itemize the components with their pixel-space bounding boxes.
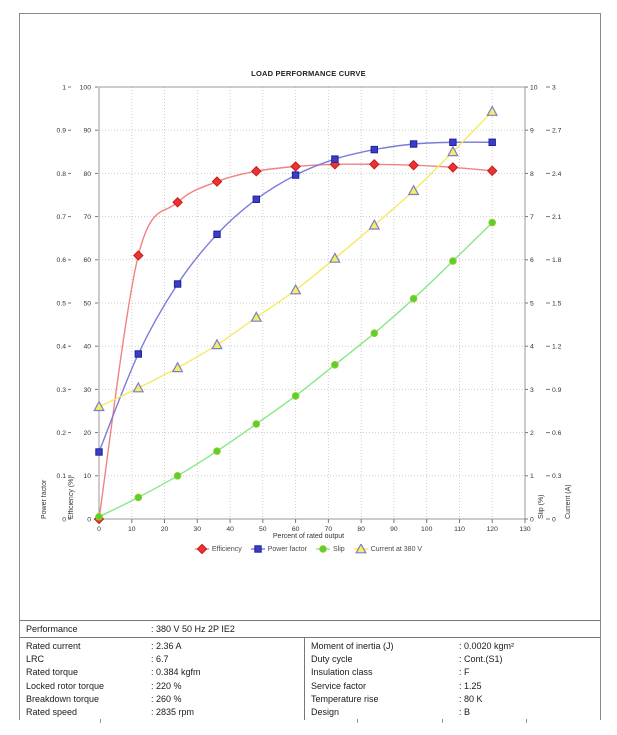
svg-text:2.1: 2.1 [552,214,562,221]
svg-text:110: 110 [454,526,465,533]
row-value: : 2835 rpm [151,706,195,717]
svg-text:10: 10 [128,526,136,533]
row-label: Rated torque [26,667,79,678]
row-value: : Cont.(S1) [459,654,503,665]
svg-text:70: 70 [83,214,91,221]
svg-text:90: 90 [390,526,398,533]
svg-text:20: 20 [160,526,169,533]
svg-text:1.8: 1.8 [552,257,562,265]
table-row [305,640,600,653]
table-right-column [304,638,600,720]
svg-text:10: 10 [83,473,91,481]
row-label: Insulation class [311,667,373,678]
svg-text:60: 60 [83,257,91,265]
table-left-column [20,638,304,720]
svg-text:50: 50 [259,526,267,533]
svg-text:0.8: 0.8 [56,170,66,178]
slip-circle-icon [316,544,330,554]
svg-text:80: 80 [357,526,365,533]
power-factor-square-icon [251,544,265,554]
row-label: Rated current [26,641,81,651]
table-row [305,666,600,679]
svg-text:2.4: 2.4 [552,170,562,178]
row-value: : 220 % [151,680,182,691]
svg-text:8: 8 [530,170,534,178]
row-value: : 1.25 [459,680,482,691]
svg-text:0.3: 0.3 [56,386,66,394]
row-label: LRC [26,654,45,665]
slip-axis-title: Slip (%) [538,494,545,519]
svg-text:0.1: 0.1 [56,473,66,481]
svg-text:90: 90 [83,127,91,135]
legend-item-current [354,544,422,554]
legend-label: Slip [333,545,345,553]
efficiency-diamond-icon [195,544,209,554]
svg-text:1: 1 [62,84,66,92]
svg-text:130: 130 [519,526,531,533]
table-row [20,706,304,719]
row-label: Locked rotor torque [26,680,105,691]
svg-text:120: 120 [486,526,498,533]
svg-text:0.4: 0.4 [56,343,66,351]
table-row [305,653,600,666]
svg-text:5: 5 [530,300,534,308]
efficiency-axis-title: Efficiency (%) [68,476,75,519]
row-label: Rated speed [26,706,78,717]
svg-text:7: 7 [530,214,534,221]
table-divider-stub [526,719,527,723]
table-header-row [20,621,600,638]
row-value: : 0.0020 kgm² [459,641,515,651]
svg-text:100: 100 [79,84,91,92]
svg-text:3: 3 [530,386,534,394]
row-value: : 2.36 A [151,641,182,651]
row-label: Service factor [311,680,367,691]
table-row [20,653,304,666]
chart-title: LOAD PERFORMANCE CURVE [251,69,366,78]
svg-text:2.7: 2.7 [552,127,562,135]
legend-item-slip [316,544,345,554]
svg-text:40: 40 [226,526,234,533]
performance-spec-table [19,620,601,720]
svg-text:60: 60 [291,526,300,533]
table-divider-stub [357,719,358,723]
svg-text:0.3: 0.3 [552,473,562,481]
svg-text:30: 30 [83,386,91,394]
svg-text:0: 0 [62,516,66,524]
table-row [20,680,304,693]
svg-text:6: 6 [530,257,534,265]
power-factor-axis-title: Power factor [41,479,48,519]
svg-text:4: 4 [530,343,534,351]
row-value: : 260 % [151,693,182,704]
table-row [20,640,304,653]
svg-text:0.6: 0.6 [56,257,66,265]
svg-text:0.2: 0.2 [56,430,66,437]
current-axis-title: Current (A) [565,484,572,519]
row-label: Breakdown torque [26,693,100,704]
legend-label: Power factor [267,545,308,553]
x-axis-title: Percent of rated output [272,533,345,540]
svg-text:1: 1 [530,473,534,481]
row-value: : 6.7 [151,654,169,665]
svg-text:40: 40 [83,343,91,351]
svg-text:2: 2 [530,430,534,437]
row-label: Design [311,706,340,717]
table-row [305,680,600,693]
row-label: Temperature rise [311,693,379,704]
row-value: : 0.384 kgfm [151,667,201,678]
header-label: Performance [26,624,78,634]
chart-legend [0,544,617,554]
svg-text:0.6: 0.6 [552,430,562,437]
table-row [20,666,304,679]
svg-text:1.5: 1.5 [552,300,562,308]
table-row [305,706,600,719]
svg-text:0.7: 0.7 [56,214,66,221]
svg-text:80: 80 [83,170,91,178]
row-label: Duty cycle [311,654,353,665]
svg-text:20: 20 [83,430,91,437]
table-body [20,638,600,720]
legend-item-power-factor [251,544,307,554]
row-value: : 80 K [459,693,483,704]
table-divider-stub [442,719,443,723]
row-label: Moment of inertia (J) [311,641,394,651]
svg-text:0.9: 0.9 [552,386,562,394]
svg-text:50: 50 [83,300,91,308]
current-triangle-icon [354,544,368,554]
svg-text:9: 9 [530,127,534,135]
svg-text:0: 0 [530,516,534,524]
table-row [305,693,600,706]
svg-text:100: 100 [421,526,433,533]
svg-text:30: 30 [193,526,202,533]
svg-text:1.2: 1.2 [552,343,562,351]
svg-text:0.5: 0.5 [56,300,66,308]
svg-text:70: 70 [324,526,333,533]
legend-label: Efficiency [211,545,242,553]
svg-text:0.9: 0.9 [56,127,66,135]
svg-text:3: 3 [552,84,556,92]
legend-item-efficiency [195,544,242,554]
row-value: : F [459,667,470,678]
svg-text:0: 0 [97,526,101,533]
legend-label: Current at 380 V [370,545,423,553]
svg-text:0: 0 [552,516,556,524]
table-divider-stub [100,719,101,723]
header-value: : 380 V 50 Hz 2P IE2 [151,624,235,634]
table-row [20,693,304,706]
svg-text:0: 0 [87,516,91,524]
row-value: : B [459,706,471,717]
svg-text:10: 10 [530,84,538,92]
